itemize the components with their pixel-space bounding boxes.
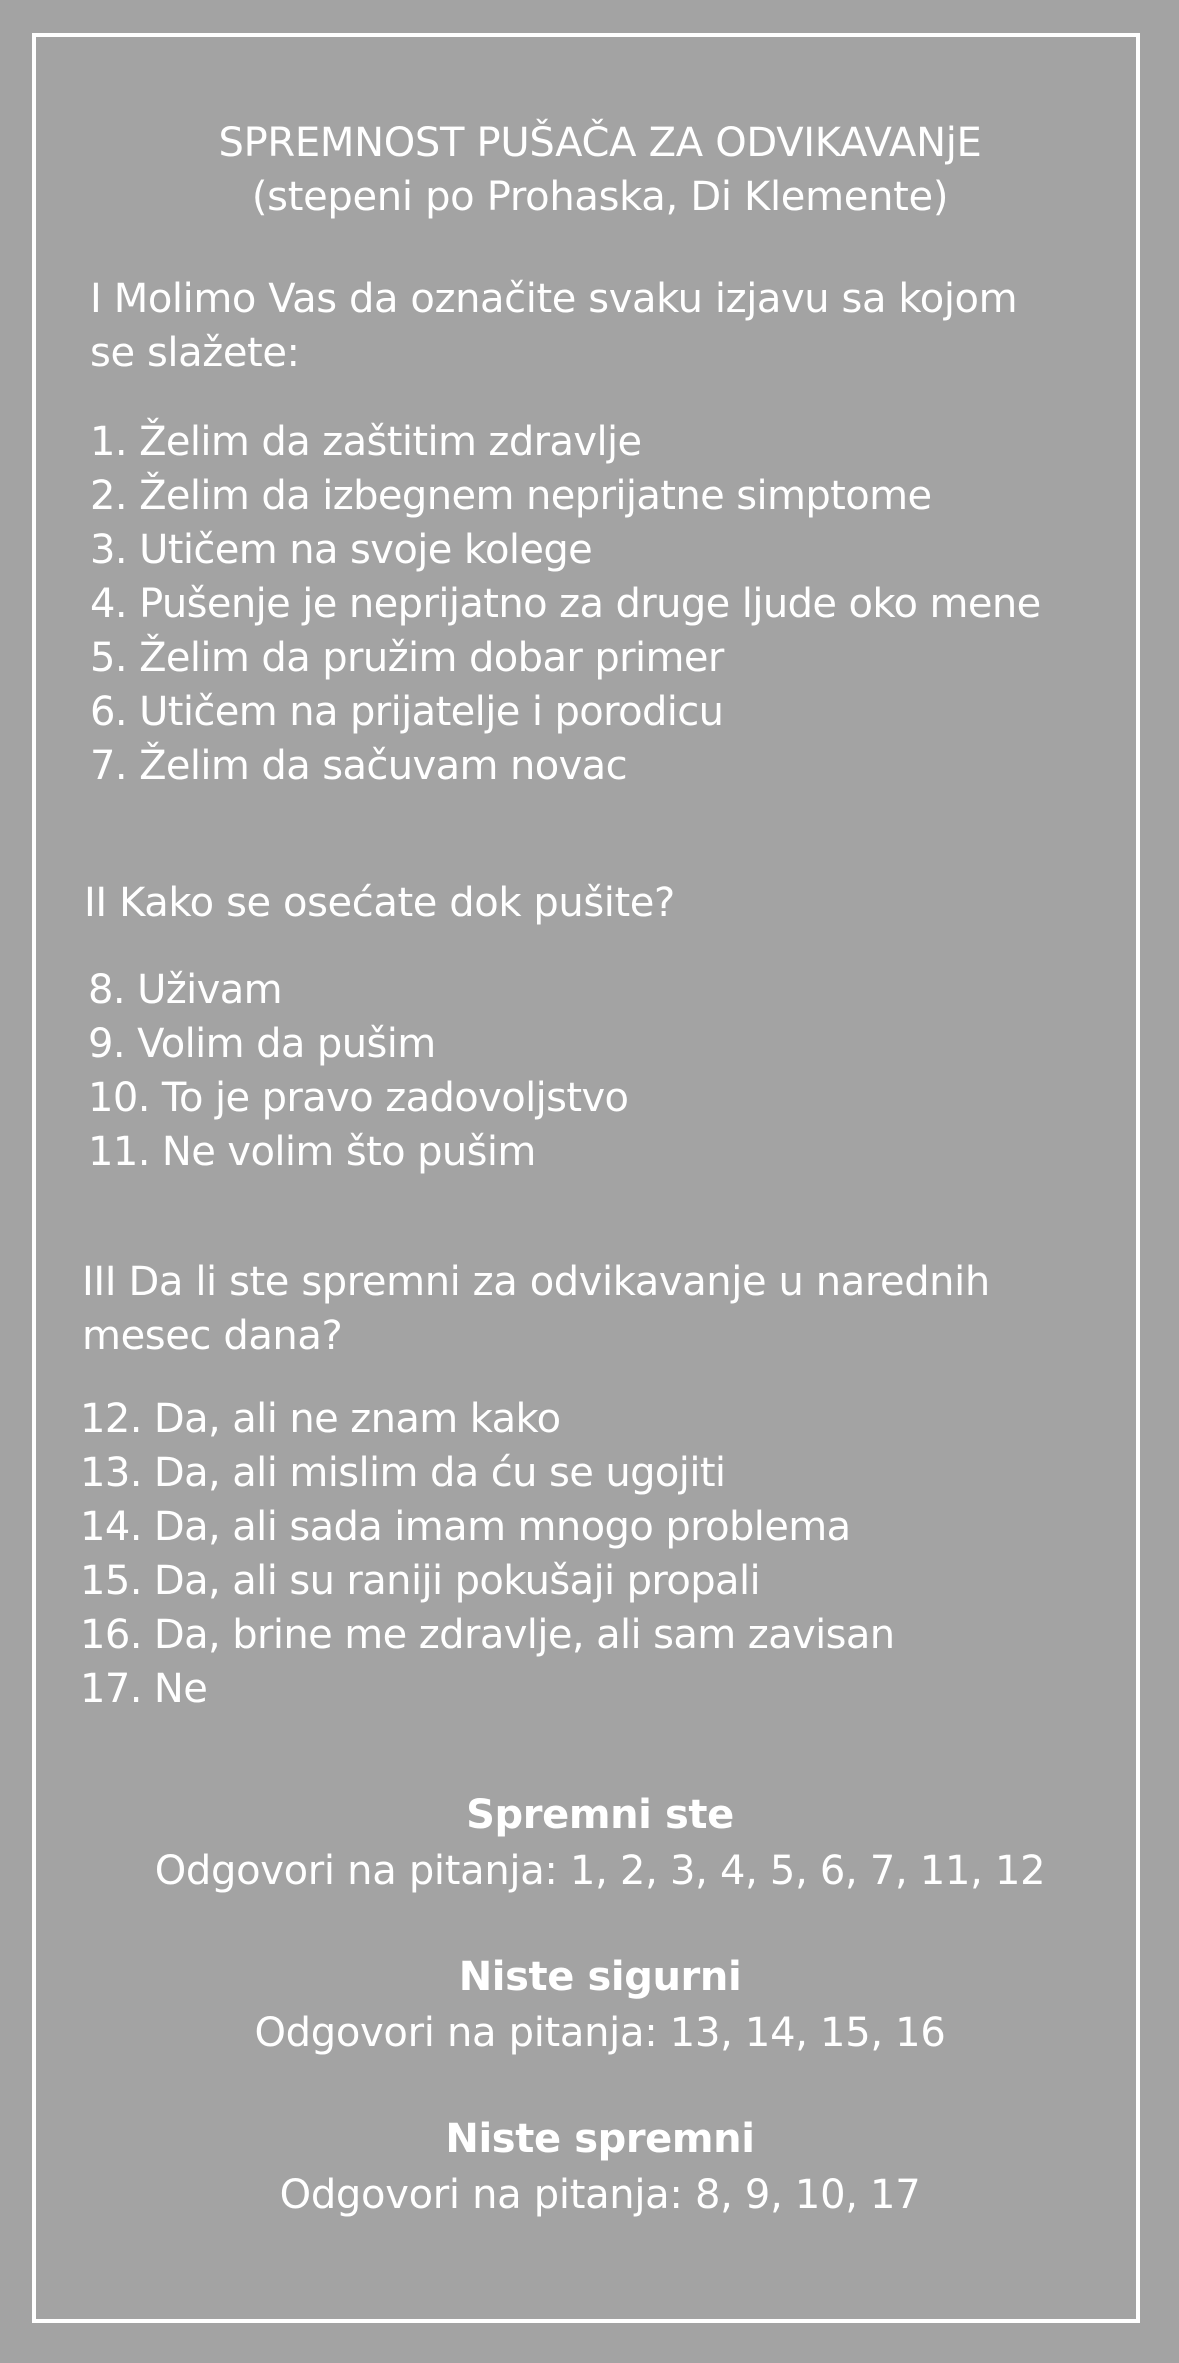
section-1-heading: I Molimo Vas da označite svaku izjavu sa kojom se slažete:: [90, 276, 1018, 376]
list-item: 6. Utičem na prijatelje i porodicu: [90, 689, 724, 735]
list-item: 9. Volim da pušim: [88, 1021, 436, 1067]
result-title: Spremni ste: [466, 1792, 734, 1838]
list-item: 10. To je pravo zadovoljstvo: [88, 1075, 629, 1121]
list-item: 17. Ne: [80, 1666, 208, 1712]
list-item: 11. Ne volim što pušim: [88, 1129, 536, 1175]
result-unsure: [0, 1949, 1179, 2061]
section-1-items: [90, 415, 1041, 793]
result-text: Odgovori na pitanja: 13, 14, 15, 16: [254, 2010, 946, 2056]
result-ready: [0, 1787, 1179, 1899]
list-item: 8. Uživam: [88, 967, 283, 1013]
result-text: Odgovori na pitanja: 1, 2, 3, 4, 5, 6, 7, 11, 12: [154, 1848, 1046, 1894]
result-not-ready: [0, 2111, 1179, 2223]
list-item: 16. Da, brine me zdravlje, ali sam zavisan: [80, 1612, 895, 1658]
list-item: 1. Želim da zaštitim zdravlje: [90, 419, 642, 465]
result-title: Niste spremni: [445, 2116, 755, 2162]
list-item: 13. Da, ali mislim da ću se ugojiti: [80, 1450, 726, 1496]
section-2-heading: II Kako se osećate dok pušite?: [84, 880, 675, 926]
result-text: Odgovori na pitanja: 8, 9, 10, 17: [279, 2172, 921, 2218]
list-item: 3. Utičem na svoje kolege: [90, 527, 593, 573]
result-title: Niste sigurni: [458, 1954, 742, 2000]
list-item: 15. Da, ali su raniji pokušaji propali: [80, 1558, 760, 1604]
title-block: [0, 116, 1179, 224]
list-item: 14. Da, ali sada imam mnogo problema: [80, 1504, 851, 1550]
list-item: 4. Pušenje je neprijatno za druge ljude oko mene: [90, 581, 1041, 627]
list-item: 7. Želim da sačuvam novac: [90, 743, 627, 789]
list-item: 2. Želim da izbegnem neprijatne simptome: [90, 473, 932, 519]
page-subtitle: (stepeni po Prohaska, Di Klemente): [251, 174, 949, 220]
list-item: 12. Da, ali ne znam kako: [80, 1396, 561, 1442]
page-title: SPREMNOST PUŠAČA ZA ODVIKAVANjE: [218, 120, 982, 166]
section-3-items: [80, 1392, 895, 1716]
list-item: 5. Želim da pružim dobar primer: [90, 635, 724, 681]
section-3-heading: III Da li ste spremni za odvikavanje u narednih mesec dana?: [82, 1259, 990, 1359]
section-2-items: [88, 963, 628, 1179]
